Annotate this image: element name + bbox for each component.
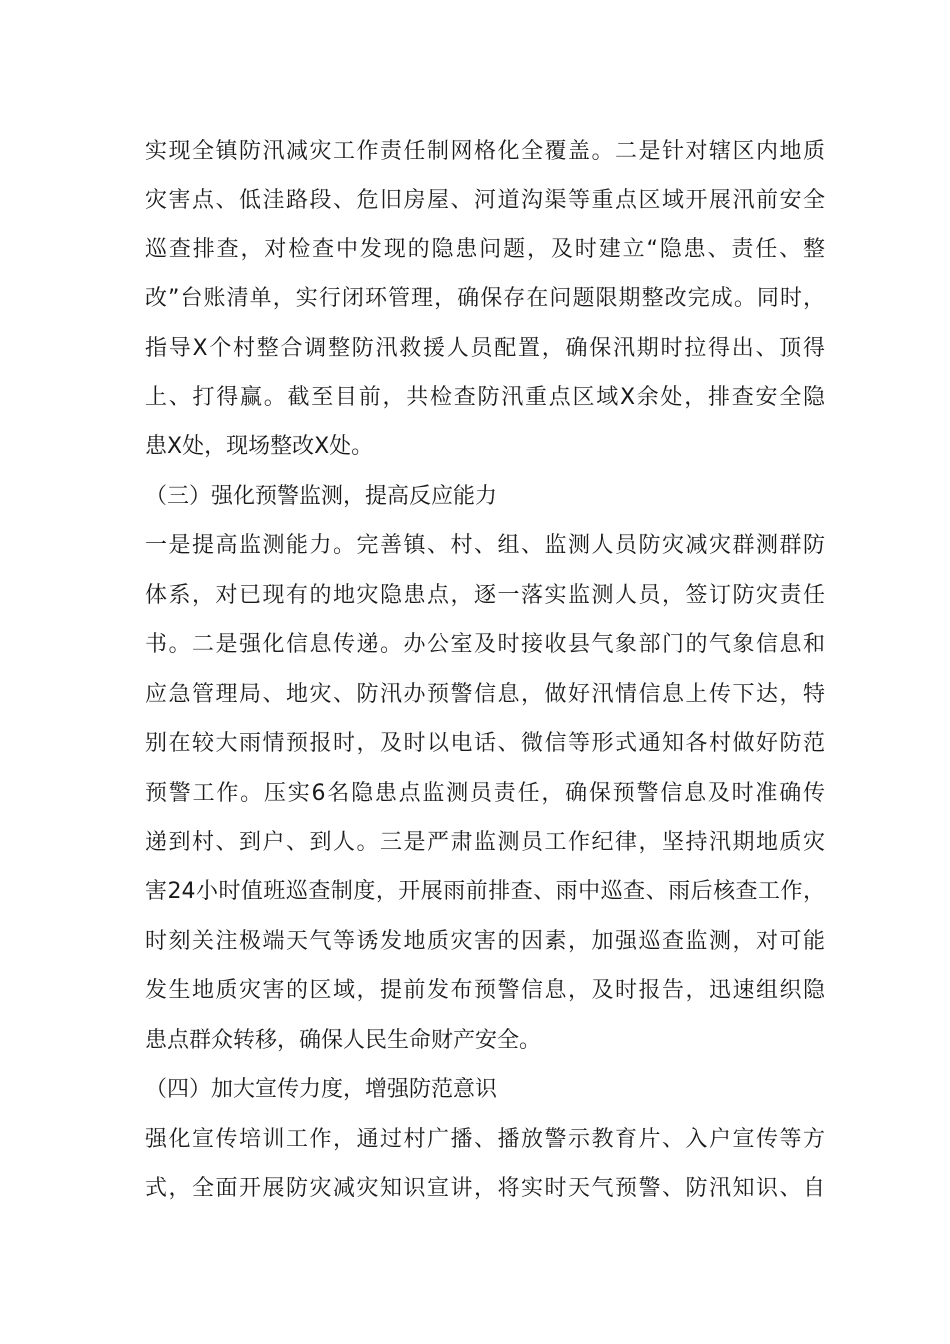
text-line: 时刻关注极端天气等诱发地质灾害的因素，加强巡查监测，对可能 — [145, 929, 825, 954]
text-line: 改”台账清单，实行闭环管理，确保存在问题限期整改完成。同时， — [145, 286, 825, 311]
text-line: 一是提高监测能力。完善镇、村、组、监测人员防灾减灾群测群防 — [145, 533, 825, 558]
text-line: 式，全面开展防灾减灾知识宣讲，将实时天气预警、防汛知识、自 — [145, 1176, 825, 1201]
text-line: 害24小时值班巡查制度，开展雨前排查、雨中巡查、雨后核查工作， — [145, 879, 825, 904]
section-heading: （四）加大宣传力度，增强防范意识 — [145, 1077, 498, 1102]
text-line: 强化宣传培训工作，通过村广播、播放警示教育片、入户宣传等方 — [145, 1127, 825, 1152]
text-line: 患X处，现场整改X处。 — [145, 434, 374, 459]
text-line: 灾害点、低洼路段、危旧房屋、河道沟渠等重点区域开展汛前安全 — [145, 188, 825, 213]
text-line: 别在较大雨情预报时，及时以电话、微信等形式通知各村做好防范 — [145, 731, 825, 756]
text-line: 体系，对已现有的地灾隐患点，逐一落实监测人员，签订防灾责任 — [145, 583, 825, 608]
text-line: 实现全镇防汛减灾工作责任制网格化全覆盖。二是针对辖区内地质 — [145, 139, 825, 164]
text-line: 应急管理局、地灾、防汛办预警信息，做好汛情信息上传下达，特 — [145, 682, 825, 707]
section-heading: （三）强化预警监测，提高反应能力 — [145, 484, 498, 509]
text-line: 递到村、到户、到人。三是严肃监测员工作纪律，坚持汛期地质灾 — [145, 830, 825, 855]
text-line: 发生地质灾害的区域，提前发布预警信息，及时报告，迅速组织隐 — [145, 978, 825, 1003]
text-line: 书。二是强化信息传递。办公室及时接收县气象部门的气象信息和 — [145, 632, 825, 657]
text-line: 指导X个村整合调整防汛救援人员配置，确保汛期时拉得出、顶得 — [145, 336, 825, 361]
text-line: 患点群众转移，确保人民生命财产安全。 — [145, 1028, 542, 1053]
text-line: 巡查排查，对检查中发现的隐患问题，及时建立“隐患、责任、整 — [145, 237, 825, 262]
text-line: 上、打得赢。截至目前，共检查防汛重点区域X余处，排查安全隐 — [145, 385, 825, 410]
text-line: 预警工作。压实6名隐患点监测员责任，确保预警信息及时准确传 — [145, 781, 825, 806]
